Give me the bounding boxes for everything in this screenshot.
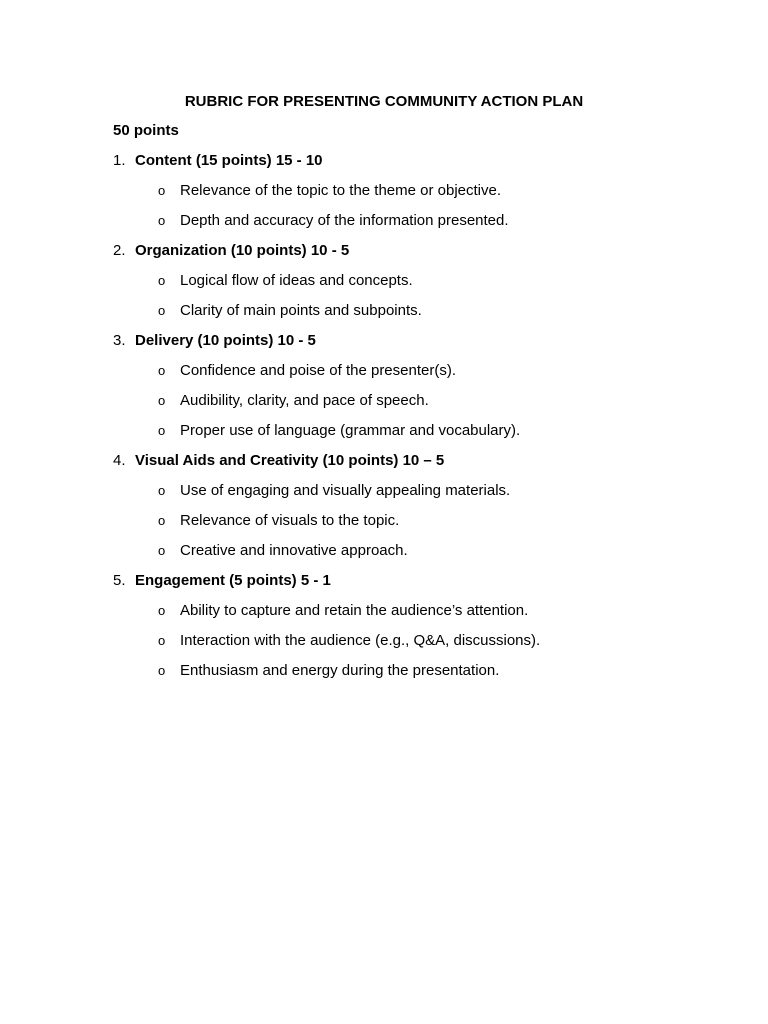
criterion-text: Confidence and poise of the presenter(s). <box>180 362 456 379</box>
criterion-text: Relevance of the topic to the theme or objective. <box>180 182 502 199</box>
bullet-icon: o <box>158 213 166 228</box>
list-item <box>113 602 713 632</box>
criterion-text: Relevance of visuals to the topic. <box>180 512 400 529</box>
rubric-section <box>113 242 713 332</box>
rubric-section <box>113 332 713 452</box>
section-title: Delivery (10 points) 10 - 5 <box>135 332 316 349</box>
list-item <box>113 422 713 452</box>
section-heading <box>113 332 713 362</box>
bullet-icon: o <box>158 363 166 378</box>
bullet-icon: o <box>158 393 166 408</box>
bullet-icon: o <box>158 183 166 198</box>
section-title: Content (15 points) 15 - 10 <box>135 152 323 169</box>
list-item <box>113 542 713 572</box>
section-number: 3. <box>113 332 126 349</box>
rubric-list <box>113 152 713 692</box>
list-item <box>113 662 713 692</box>
total-points: 50 points <box>113 122 179 139</box>
criterion-text: Proper use of language (grammar and vocabulary). <box>180 422 521 439</box>
bullet-icon: o <box>158 423 166 438</box>
section-heading <box>113 572 713 602</box>
section-heading <box>113 242 713 272</box>
section-number: 4. <box>113 452 126 469</box>
criterion-text: Clarity of main points and subpoints. <box>180 302 422 319</box>
criterion-text: Use of engaging and visually appealing materials. <box>180 482 511 499</box>
bullet-icon: o <box>158 543 166 558</box>
section-heading <box>113 152 713 182</box>
list-item <box>113 212 713 242</box>
section-title: Visual Aids and Creativity (10 points) 10 – 5 <box>135 452 445 469</box>
section-title: Engagement (5 points) 5 - 1 <box>135 572 331 589</box>
section-number: 2. <box>113 242 126 259</box>
rubric-section <box>113 152 713 242</box>
list-item <box>113 512 713 542</box>
criterion-text: Creative and innovative approach. <box>180 542 408 559</box>
rubric-section <box>113 452 713 572</box>
criterion-text: Ability to capture and retain the audience’s attention. <box>180 602 529 619</box>
list-item <box>113 182 713 212</box>
criterion-text: Interaction with the audience (e.g., Q&A, discussions). <box>180 632 541 649</box>
criterion-text: Depth and accuracy of the information presented. <box>180 212 509 229</box>
bullet-icon: o <box>158 273 166 288</box>
bullet-icon: o <box>158 663 166 678</box>
section-heading <box>113 452 713 482</box>
criterion-text: Enthusiasm and energy during the presentation. <box>180 662 500 679</box>
list-item <box>113 632 713 662</box>
criterion-text: Logical flow of ideas and concepts. <box>180 272 413 289</box>
document-title: RUBRIC FOR PRESENTING COMMUNITY ACTION PLAN <box>184 93 584 110</box>
section-number: 1. <box>113 152 126 169</box>
section-number: 5. <box>113 572 126 589</box>
bullet-icon: o <box>158 633 166 648</box>
list-item <box>113 272 713 302</box>
bullet-icon: o <box>158 603 166 618</box>
list-item <box>113 362 713 392</box>
list-item <box>113 482 713 512</box>
bullet-icon: o <box>158 483 166 498</box>
bullet-icon: o <box>158 303 166 318</box>
list-item <box>113 392 713 422</box>
rubric-section <box>113 572 713 692</box>
bullet-icon: o <box>158 513 166 528</box>
criterion-text: Audibility, clarity, and pace of speech. <box>180 392 429 409</box>
list-item <box>113 302 713 332</box>
section-title: Organization (10 points) 10 - 5 <box>135 242 350 259</box>
